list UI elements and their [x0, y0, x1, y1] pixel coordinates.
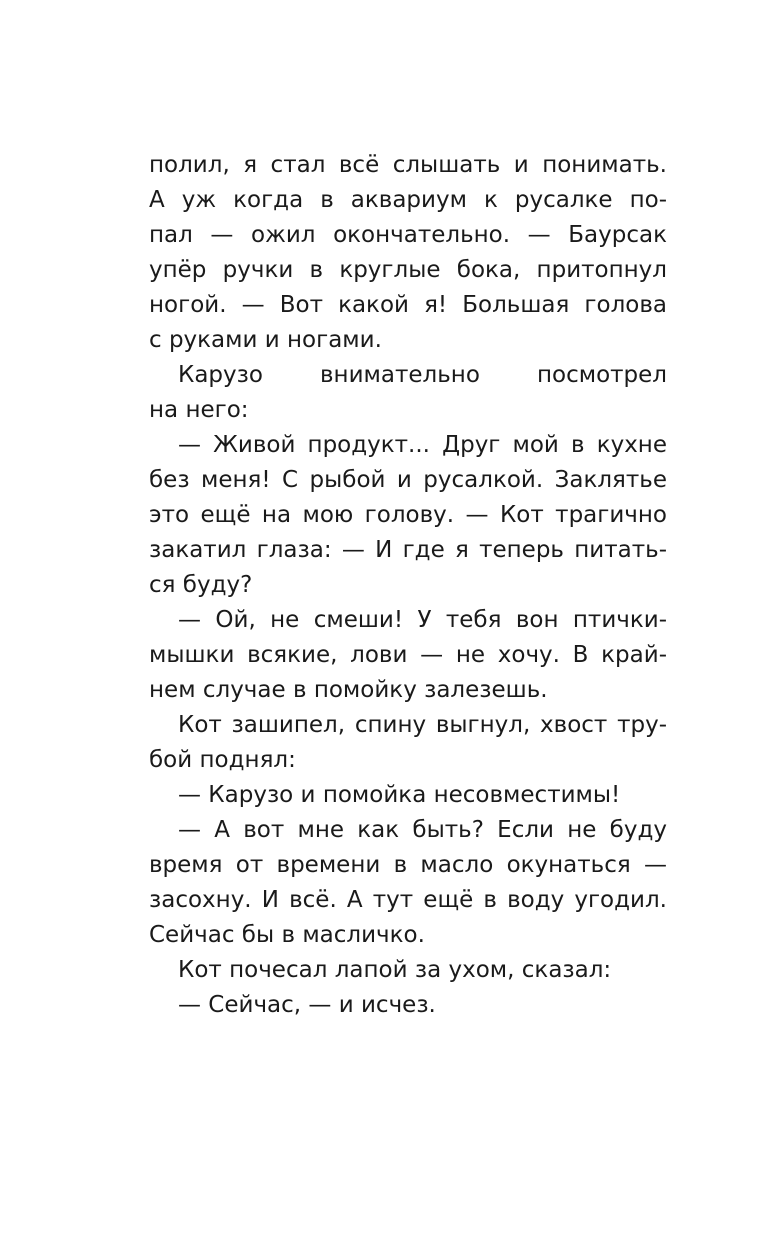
body-text — [149, 148, 667, 1023]
text-line: — А вот мне как быть? Если не буду — [178, 817, 667, 843]
text-line: это ещё на мою голову. — Кот трагично — [149, 502, 667, 528]
text-line: нем случае в помойку залезешь. — [149, 677, 548, 703]
text-line: пал — ожил окончательно. — Баурсак — [149, 222, 667, 248]
text-line: — Живой продукт... Друг мой в кухне — [178, 432, 667, 458]
text-line: А уж когда в аквариум к русалке по- — [149, 187, 667, 213]
text-line: — Карузо и помойка несовместимы! — [178, 782, 621, 808]
text-line: полил, я стал всё слышать и понимать. — [149, 152, 667, 178]
text-line: время от времени в масло окунаться — — [149, 852, 667, 878]
text-line: — Сейчас, — и исчез. — [178, 992, 436, 1018]
text-line: ся буду? — [149, 572, 253, 598]
text-line: Сейчас бы в масличко. — [149, 922, 425, 948]
text-line: упёр ручки в круглые бока, притопнул — [149, 257, 667, 283]
text-line: засохну. И всё. А тут ещё в воду угодил. — [149, 887, 667, 913]
text-line: мышки всякие, лови — не хочу. В край- — [149, 642, 667, 668]
text-line: бой поднял: — [149, 747, 296, 773]
text-line: — Ой, не смеши! У тебя вон птички- — [178, 607, 667, 633]
text-line: на него: — [149, 397, 249, 423]
text-line: ногой. — Вот какой я! Большая голова — [149, 292, 667, 318]
text-line: Карузо внимательно посмотрел — [178, 362, 667, 388]
text-line: закатил глаза: — И где я теперь питать- — [149, 537, 667, 563]
text-line: с руками и ногами. — [149, 327, 382, 353]
text-line: без меня! С рыбой и русалкой. Заклятье — [149, 467, 667, 493]
text-line: Кот почесал лапой за ухом, сказал: — [178, 957, 612, 983]
text-line: Кот зашипел, спину выгнул, хвост тру- — [178, 712, 667, 738]
